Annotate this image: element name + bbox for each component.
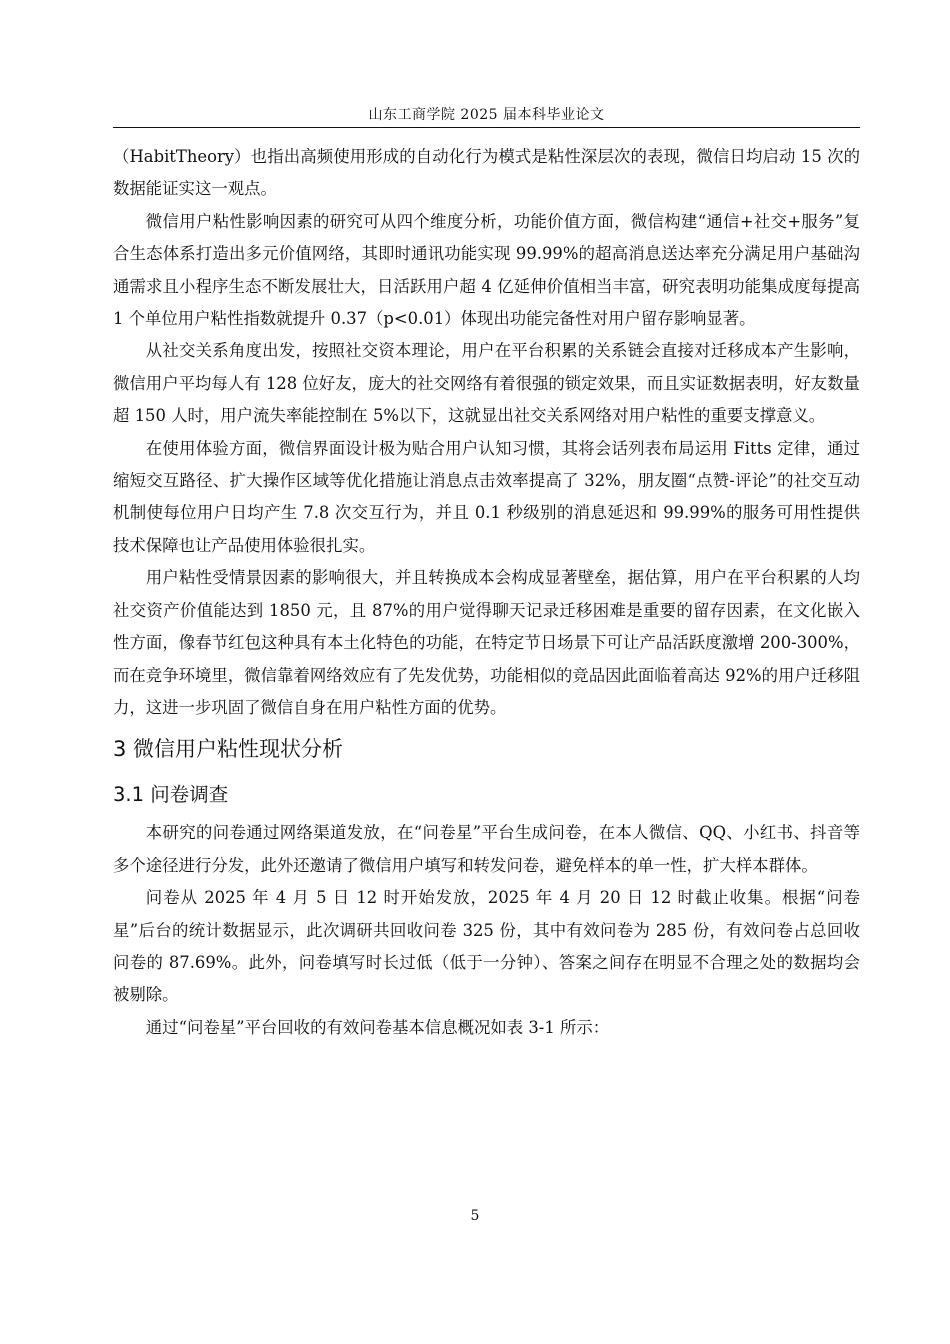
paragraph-social-relations: 从社交关系角度出发，按照社交资本理论，用户在平台积累的关系链会直接对迁移成本产生影响，微信用户平均每人有 128 位好友，庞大的社交网络有着很强的锁定效果，而且实证数据表明，好友数量超 150 人时，用户流失率能控制在 5%以下，这就显出社交关系网络对用户粘性的重要支撑意义。	[113, 341, 860, 426]
page-number: 5	[470, 1208, 480, 1224]
paragraph-survey-distribution: 本研究的问卷通过网络渠道发放，在“问卷星”平台生成问卷，在本人微信、QQ、小红书、抖音等多个途径进行分发，此外还邀请了微信用户填写和转发问卷，避免样本的单一性，扩大样本群体。	[113, 823, 860, 875]
header-rule	[113, 127, 860, 128]
section-heading-3: 3 微信用户粘性现状分析	[113, 737, 344, 762]
paragraph-table-reference: 通过“问卷星”平台回收的有效问卷基本信息概况如表 3-1 所示：	[145, 1017, 610, 1037]
body-text	[113, 141, 860, 1044]
running-header: 山东工商学院 2025 届本科毕业论文	[368, 107, 605, 123]
paragraph-user-experience: 在使用体验方面，微信界面设计极为贴合用户认知习惯，其将会话列表布局运用 Fitts 定律，通过缩短交互路径、扩大操作区域等优化措施让消息点击效率提高了 32%，朋友圈“点赞-评论”的社交互动机制使每位用户日均产生 7.8 次交互行为，并且 0.1 秒级别的消息延迟和 99.99%的服务可用性提供技术保障也让产品使用体验很扎实。	[113, 438, 860, 555]
paragraph-continuation: （HabitTheory）也指出高频使用形成的自动化行为模式是粘性深层次的表现，微信日均启动 15 次的数据能证实这一观点。	[113, 147, 860, 199]
paragraph-survey-timeline: 问卷从 2025 年 4 月 5 日 12 时开始发放，2025 年 4 月 20 日 12 时截止收集。根据“问卷星”后台的统计数据显示，此次调研共回收问卷 325 份，其中有效问卷为 285 份，有效问卷占总回收问卷的 87.69%。此外，问卷填写时长过低（低于一分钟）、答案之间存在明显不合理之处的数据均会被剔除。	[113, 888, 860, 1005]
paragraph-function-value: 微信用户粘性影响因素的研究可从四个维度分析，功能价值方面，微信构建“通信+社交+服务”复合生态体系打造出多元价值网络，其即时通讯功能实现 99.99%的超高消息送达率充分满足用户基础沟通需求且小程序生态不断发展壮大，日活跃用户超 4 亿延伸价值相当丰富，研究表明功能集成度每提高 1 个单位用户粘性指数就提升 0.37（p<0.01）体现出功能完备性对用户留存影响显著。	[113, 211, 860, 329]
subsection-heading-3-1: 3.1 问卷调查	[113, 783, 229, 807]
paragraph-situational-factors: 用户粘性受情景因素的影响很大，并且转换成本会构成显著壁垒，据估算，用户在平台积累的人均社交资产价值能达到 1850 元，且 87%的用户觉得聊天记录迁移困难是重要的留存因素，在文化嵌入性方面，像春节红包这种具有本土化特色的功能，在特定节日场景下可让产品活跃度激增 200-300%，而在竞争环境里，微信靠着网络效应有了先发优势，功能相似的竞品因此面临着高达 92%的用户迁移阻力，这进一步巩固了微信自身在用户粘性方面的优势。	[113, 568, 860, 717]
